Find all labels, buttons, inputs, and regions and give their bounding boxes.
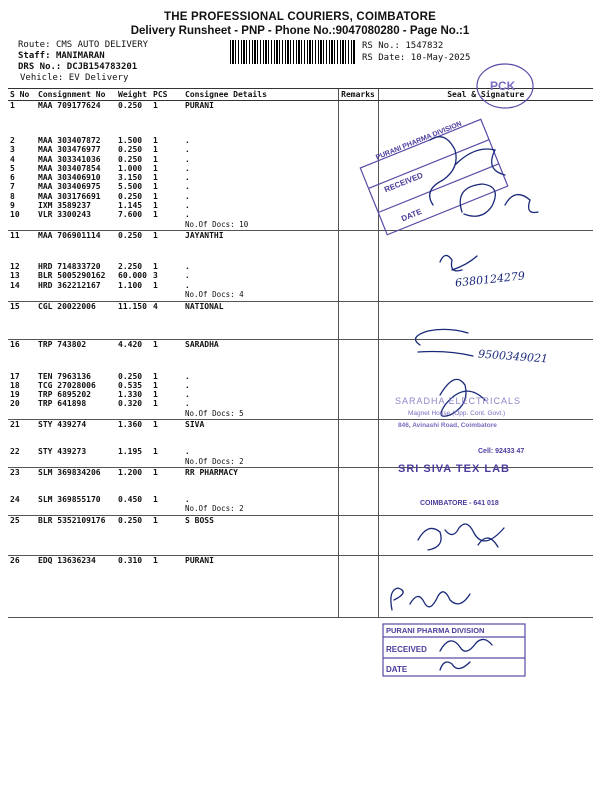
cell-con: VLR 3300243	[38, 210, 91, 220]
cell-pcs: 1	[153, 447, 158, 457]
cell-sno: 1	[8, 101, 36, 111]
cell-wt: 0.250	[118, 191, 143, 201]
table-row	[8, 231, 593, 241]
siva-stamp-name: SRI SIVA TEX LAB	[398, 463, 510, 475]
cell-wt: 4.420	[116, 339, 151, 349]
cell-pcs: 1	[153, 145, 158, 155]
cell-pcs: 1	[153, 495, 158, 505]
cell-sno: 2	[10, 136, 15, 145]
cell-det: .	[185, 182, 190, 192]
cell-det: .	[185, 380, 190, 390]
cell-remarks	[338, 381, 378, 390]
cell-sno: 21	[8, 420, 36, 430]
cell-pcs: 1	[151, 101, 183, 111]
cell-pcs: 4	[151, 301, 183, 339]
cell-sno: 7	[10, 182, 15, 192]
cell-pcs: 1	[153, 173, 158, 183]
table-row	[8, 182, 593, 191]
cell-det: .	[185, 495, 190, 505]
cell-det: JAYANTHI	[183, 231, 338, 241]
vehicle-value: EV Delivery	[68, 73, 129, 83]
cell-remarks	[338, 555, 378, 617]
cell-signature	[378, 468, 593, 478]
cell-pcs: 3	[153, 271, 158, 281]
cell-con: HRD 362212167	[38, 280, 101, 290]
rs-date-line	[362, 53, 470, 64]
rs-no-value: 1547832	[405, 41, 444, 51]
drs-label: DRS No.:	[18, 62, 62, 72]
purani-stamp-2-received: RECEIVED	[386, 645, 427, 654]
staff-line	[18, 51, 105, 62]
cell-sno: 13	[10, 271, 20, 281]
cell-det: .	[185, 191, 190, 201]
cell-signature	[378, 271, 593, 280]
cell-wt: 0.250	[118, 154, 143, 164]
cell-con: SLM 369834206	[36, 468, 116, 478]
table-row	[8, 515, 593, 555]
cell-wt: 3.150	[118, 173, 143, 183]
cell-det: .	[185, 173, 190, 183]
cell-remarks	[338, 372, 378, 381]
cell-wt: 0.250	[116, 231, 151, 241]
cell-wt: 1.145	[118, 201, 143, 211]
cell-remarks	[338, 447, 378, 456]
cell-sno: 20	[10, 399, 20, 409]
cell-con: CGL 20022006	[36, 301, 116, 339]
saradha-stamp-name: SARADHA ELECTRICALS	[395, 396, 522, 406]
table-row	[8, 155, 593, 164]
cell-con: MAA 303406910	[38, 173, 101, 183]
cell-det: .	[185, 154, 190, 164]
cell-pcs: 1	[153, 201, 158, 211]
cell-signature	[378, 136, 593, 145]
cell-sno: 19	[10, 390, 20, 400]
cell-con: MAA 303341036	[38, 154, 101, 164]
cell-det: .	[185, 371, 190, 381]
cell-sno: 18	[10, 380, 20, 390]
cell-wt: 60.000	[118, 271, 147, 281]
rs-no-label: RS No.:	[362, 41, 400, 51]
cell-remarks	[338, 173, 378, 182]
cell-signature	[378, 390, 593, 399]
cell-wt: 0.310	[116, 555, 151, 617]
cell-pcs: 1	[153, 399, 158, 409]
cell-pcs: 1	[151, 231, 183, 241]
cell-det: .	[185, 390, 190, 400]
cell-con: BLR 5005290162	[38, 271, 106, 281]
cell-signature	[378, 192, 593, 201]
route-line	[18, 40, 148, 51]
table-header-row	[8, 89, 593, 101]
cell-wt: 1.360	[116, 420, 151, 430]
cell-det: .	[185, 280, 190, 290]
vehicle-line	[20, 73, 128, 84]
cell-sno: 15	[8, 301, 36, 339]
cell-pcs: 1	[153, 191, 158, 201]
cell-remarks	[338, 201, 378, 210]
cell-sno: 5	[10, 163, 15, 173]
cell-pcs: 1	[151, 339, 183, 349]
saradha-stamp-addr1: Magnet House (Opp. Cont. Govt.)	[408, 410, 506, 417]
cell-sno: 6	[10, 173, 15, 183]
table-row	[8, 447, 593, 456]
cell-det: NATIONAL	[183, 301, 338, 339]
cell-signature	[378, 281, 593, 290]
row-spacer	[8, 349, 593, 372]
cell-sno: 25	[8, 515, 36, 555]
cell-sno: 17	[10, 371, 20, 381]
docs-count-row	[8, 457, 593, 468]
cell-signature	[378, 381, 593, 390]
table-row	[8, 145, 593, 154]
saradha-stamp-addr2: 846, Avinashi Road, Coimbatore	[398, 422, 497, 429]
pck-stamp-text: PCK	[490, 79, 516, 93]
docs-count-row	[8, 409, 593, 420]
purani-stamp-1-name: PURANI PHARMA DIVISION	[375, 120, 463, 162]
cell-pcs: 1	[153, 390, 158, 400]
cell-sno: 14	[10, 280, 20, 290]
cell-signature	[378, 555, 593, 617]
cell-remarks	[338, 155, 378, 164]
docs-count-row	[8, 290, 593, 301]
siva-stamp-city: COIMBATORE - 641 018	[420, 500, 499, 507]
cell-con: HRD 714833720	[38, 262, 101, 272]
cell-sno: 8	[10, 191, 15, 201]
cell-signature	[378, 231, 593, 241]
cell-remarks	[338, 136, 378, 145]
table-row	[8, 173, 593, 182]
cell-sno: 16	[8, 339, 36, 349]
cell-remarks	[338, 164, 378, 173]
cell-remarks	[338, 399, 378, 408]
cell-remarks	[338, 231, 378, 241]
cell-sno: 10	[10, 210, 20, 220]
cell-remarks	[338, 495, 378, 504]
staff-value: MANIMARAN	[55, 51, 105, 61]
cell-det: .	[185, 210, 190, 220]
cell-con: TRP 6895202	[38, 390, 91, 400]
cell-sno: 12	[10, 262, 20, 272]
cell-sno: 26	[8, 555, 36, 617]
cell-signature	[378, 262, 593, 271]
row-spacer	[8, 429, 593, 447]
cell-pcs: 1	[151, 515, 183, 555]
cell-signature	[378, 164, 593, 173]
col-pcs: PCS	[151, 89, 183, 101]
cell-remarks	[338, 281, 378, 290]
row-spacer	[8, 240, 593, 262]
cell-con: MAA 303176691	[38, 191, 101, 201]
cell-con: MAA 303407854	[38, 163, 101, 173]
table-row	[8, 495, 593, 504]
cell-pcs: 1	[151, 468, 183, 478]
table-row	[8, 281, 593, 290]
cell-signature	[378, 155, 593, 164]
purani-stamp-2	[383, 624, 525, 676]
cell-remarks	[338, 145, 378, 154]
cell-remarks	[338, 390, 378, 399]
cell-pcs: 1	[153, 371, 158, 381]
cell-remarks	[338, 420, 378, 430]
cell-signature	[378, 201, 593, 210]
cell-remarks	[338, 101, 378, 111]
cell-det: .	[185, 271, 190, 281]
col-remarks: Remarks	[338, 89, 378, 101]
cell-sno: 9	[10, 201, 15, 211]
cell-wt: 0.320	[118, 399, 143, 409]
col-sno: S No	[8, 89, 36, 101]
cell-con: MAA 709177624	[36, 101, 116, 111]
cell-signature	[378, 339, 593, 349]
cell-sno: 23	[8, 468, 36, 478]
signature-8	[440, 639, 492, 670]
cell-remarks	[338, 210, 378, 219]
cell-con: BLR 5352109176	[36, 515, 116, 555]
cell-pcs: 1	[153, 154, 158, 164]
cell-signature	[378, 372, 593, 381]
cell-con: TEN 7963136	[38, 371, 91, 381]
cell-signature	[378, 101, 593, 111]
row-spacer	[8, 477, 593, 495]
cell-signature	[378, 515, 593, 555]
cell-remarks	[338, 515, 378, 555]
cell-pcs: 1	[151, 420, 183, 430]
purani-stamp-2-date: DATE	[386, 665, 408, 674]
drs-value: DCJB154783201	[66, 62, 138, 72]
cell-wt: 1.500	[118, 136, 143, 145]
cell-signature	[378, 173, 593, 182]
cell-det: S BOSS	[183, 515, 338, 555]
cell-det: .	[185, 262, 190, 272]
docs-count: No.Of Docs: 10	[185, 219, 249, 229]
cell-con: STY 439273	[38, 447, 87, 457]
cell-remarks	[338, 468, 378, 478]
cell-signature	[378, 182, 593, 191]
purani-stamp-2-name: PURANI PHARMA DIVISION	[386, 626, 485, 635]
table-row	[8, 262, 593, 271]
cell-signature	[378, 495, 593, 504]
table-row	[8, 136, 593, 145]
cell-wt: 0.250	[116, 515, 151, 555]
cell-wt: 0.250	[118, 145, 143, 155]
row-spacer	[8, 110, 593, 136]
barcode	[230, 40, 355, 64]
col-consignment: Consignment No	[36, 89, 116, 101]
table-row	[8, 372, 593, 381]
cell-det: PURANI	[183, 101, 338, 111]
docs-count: No.Of Docs: 4	[185, 290, 244, 300]
purani-stamp-1-received: RECEIVED	[383, 170, 425, 195]
cell-sno: 24	[10, 495, 20, 505]
cell-pcs: 1	[153, 210, 158, 220]
cell-pcs: 1	[153, 136, 158, 145]
cell-det: RR PHARMACY	[183, 468, 338, 478]
cell-con: TCG 27028006	[38, 380, 96, 390]
cell-wt: 7.600	[118, 210, 143, 220]
cell-wt: 0.450	[118, 495, 143, 505]
col-weight: Weight	[116, 89, 151, 101]
drs-line	[18, 62, 137, 73]
route-value: CMS AUTO DELIVERY	[55, 40, 149, 50]
col-consignee: Consignee Details	[183, 89, 338, 101]
cell-wt: 0.250	[116, 101, 151, 111]
cell-det: .	[185, 136, 190, 145]
cell-det: .	[185, 145, 190, 155]
cell-remarks	[338, 182, 378, 191]
cell-det: SARADHA	[183, 339, 338, 349]
cell-pcs: 1	[153, 380, 158, 390]
table-row	[8, 381, 593, 390]
table-row	[8, 101, 593, 111]
docs-count: No.Of Docs: 2	[185, 456, 244, 466]
cell-sno: 3	[10, 145, 15, 155]
docs-count-row	[8, 220, 593, 231]
table-row	[8, 192, 593, 201]
cell-remarks	[338, 271, 378, 280]
cell-wt: 1.000	[118, 163, 143, 173]
page-title: THE PROFESSIONAL COURIERS, COIMBATORE	[164, 11, 436, 23]
cell-signature	[378, 301, 593, 339]
cell-con: TRP 743802	[36, 339, 116, 349]
cell-pcs: 1	[153, 163, 158, 173]
cell-con: MAA 303407872	[38, 136, 101, 145]
cell-signature	[378, 399, 593, 408]
cell-wt: 0.535	[118, 380, 143, 390]
cell-remarks	[338, 192, 378, 201]
handwritten-phone-2: 9500349021	[477, 347, 549, 366]
cell-wt: 1.195	[118, 447, 143, 457]
cell-signature	[378, 210, 593, 219]
cell-wt: 1.100	[118, 280, 143, 290]
cell-sno: 11	[8, 231, 36, 241]
handwritten-phone-1: 6380124279	[454, 269, 526, 290]
cell-det: .	[185, 447, 190, 457]
cell-det: .	[185, 399, 190, 409]
cell-det: .	[185, 201, 190, 211]
cell-con: MAA 303406975	[38, 182, 101, 192]
cell-signature	[378, 447, 593, 456]
cell-wt: 11.150	[116, 301, 151, 339]
purani-stamp-1-date: DATE	[400, 207, 424, 224]
docs-count-row	[8, 504, 593, 515]
table-end-rule	[8, 617, 593, 618]
col-signature: Seal & Signature	[378, 89, 593, 101]
cell-con: TRP 641898	[38, 399, 87, 409]
table-row	[8, 339, 593, 349]
cell-remarks	[338, 262, 378, 271]
cell-con: MAA 303476977	[38, 145, 101, 155]
cell-signature	[378, 145, 593, 154]
table-row	[8, 210, 593, 219]
cell-pcs: 1	[153, 182, 158, 192]
table-row	[8, 201, 593, 210]
cell-wt: 2.250	[118, 262, 143, 272]
saradha-stamp-cell: Cell: 92433 47	[478, 448, 525, 455]
cell-pcs: 1	[153, 280, 158, 290]
cell-wt: 0.250	[118, 371, 143, 381]
cell-con: IXM 3589237	[38, 201, 91, 211]
cell-pcs: 1	[153, 262, 158, 272]
table-row	[8, 420, 593, 430]
cell-con: EDQ 13636234	[36, 555, 116, 617]
runsheet-table	[8, 88, 593, 618]
cell-wt: 1.330	[118, 390, 143, 400]
table-row	[8, 468, 593, 478]
table-row	[8, 390, 593, 399]
cell-con: MAA 706901114	[36, 231, 116, 241]
rs-date-label: RS Date:	[362, 53, 406, 63]
table-row	[8, 301, 593, 339]
cell-pcs: 1	[151, 555, 183, 617]
route-label: Route:	[18, 40, 51, 50]
page-subtitle: Delivery Runsheet - PNP - Phone No.:9047080280 - Page No.:1	[130, 25, 470, 37]
table-row	[8, 164, 593, 173]
cell-remarks	[338, 301, 378, 339]
rs-date-value: 10-May-2025	[410, 53, 471, 63]
cell-signature	[378, 420, 593, 430]
staff-label: Staff:	[18, 51, 51, 61]
table-row	[8, 399, 593, 408]
vehicle-label: Vehicle:	[20, 73, 64, 83]
docs-count: No.Of Docs: 5	[185, 408, 244, 418]
table-row	[8, 271, 593, 280]
cell-remarks	[338, 339, 378, 349]
cell-sno: 22	[10, 447, 20, 457]
cell-wt: 5.500	[118, 182, 143, 192]
cell-det: PURANI	[183, 555, 338, 617]
cell-det: .	[185, 163, 190, 173]
docs-count: No.Of Docs: 2	[185, 504, 244, 514]
cell-det: SIVA	[183, 420, 338, 430]
table-row	[8, 555, 593, 617]
rs-no-line	[362, 41, 443, 52]
cell-sno: 4	[10, 154, 15, 164]
cell-con: SLM 369855170	[38, 495, 101, 505]
cell-con: STY 439274	[36, 420, 116, 430]
cell-wt: 1.200	[116, 468, 151, 478]
